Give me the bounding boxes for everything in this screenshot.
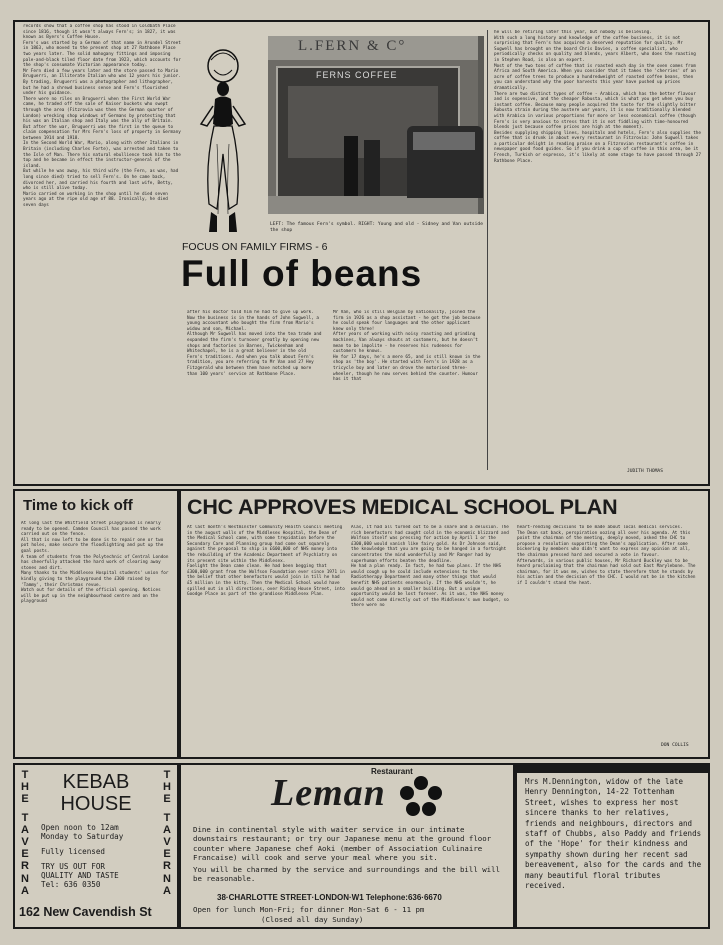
kickoff-body: At long last the Whitfield Street playground is nearly ready to be opened. Camden Council has passed the work carried out on the fence. All that is now left to be done is to repair one or two pot holes, make secure the floodlighting and put up the goal posts. A team of students from the Polytechnic of Central London has cheerfully attacked the hard work of clearing away stones and dirt. Many thanks to the Middlesex Hospital students' union for kindly giving to the playground the £300 raised by 'Tammy', their Christmas revue. Watch out for details of the official opening. Notices will be put up in the neighbourhood centre and on the playground (21, 521, 169, 605)
feature-column-3: Mr Van, who is still Belgian by nationality, joined the firm in 1926 as a shop assistant - he got the job because he could speak four languages and the other applicant knew only three! After years of working with noisy roasting and grinding machines, Van always shouts at customers, but he doesn't mean to be impolite - he reserves his rudeness for customers he knows. He for 17 days, he's a mere 65, and is still known in the shop as 'the boy'. He started with Fern's in 1928 as a tricycle boy and later on drove the motorised three-wheeler, though he now serves behind the counter. Humour has it that (333, 310, 481, 383)
kebab-title-line-1: KEBAB (62, 771, 130, 793)
feature-column-2: after his doctor told him he had to give up work. Now the business is in the hands of John Sugwell, a young accountant who bought the firm from Mario's widow and son, Michael. Although Mr Sugwell has moved into the tea trade and expanded the firm's turnover greatly by opening new shops and factories in Barnes, Twickenham and Whitechapel, he is a great believer in the old Fern's traditions. And when you talk about Fern's tradition, you are referring to Mr Van and 27 Hey Fitzgerald who between them have notched up more than 100 years' service at Rathbone Place. (187, 310, 322, 377)
flower-logo-icon (399, 775, 443, 819)
feature-headline: Full of beans (181, 253, 423, 294)
leman-logo-name: Leman (271, 772, 386, 814)
kebab-hours-1: Open noon to 12am (41, 823, 119, 832)
feature-byline: JUDITH THOMAS (627, 469, 663, 474)
leman-restaurant-ad (179, 763, 515, 929)
feature-column-1: records show that a coffee shop has stood in Coldbath Place since 1816, though it wasn't always Fern's; in 1827, it was known as Byers's Coffee House. Fern's was started by a German of that name in Arundel Street in 1863, who moved to the present shop at 27 Rathbone Place two years later. The solid mahogany fittings and imposing pale-and-black tiled floor date from 1923, which accounts for the shop's consumate Victorian appearance today. Mr Fern died a few years later and the store passed to Mario Bruguerri, an Illiterate Italian who was 12 years his junior. By trading, Bruguerri was a photographer and lithographer, but he had a shrewd business sense and Fern's flourished under his guidance. There were no riles on Bruguerri when the First World War came, he traded off the sale of Kaiser buckets who swept through the area (Fitzrovia was then the German quarter of London) wrecking shop windows of Germans by protesting that his was an Italian shop and Italy was the ally of Britain. But after the war, Bruguerri was the first in the queue to claim compensation for Mrs Fern's loss of property in Germany between 1914 and 1918. In the Second World War, Mario, along with other Italians in Britain (including Charles Forte), was arrested and taken to the Isle of Man. There his natural ebullience took him to the top and he became in effect the instructor-general of the island. But while he was away, his third wife (the Fern, as was, had long since died) tried to sell Fern's. On he came back, divorced her, and carried his fourth and last wife, Betty, who is still alive today. Mario carried on working in the shop until he died seven years ago at the ripe old age of 88. Ironically, he died seven days (23, 24, 181, 208)
feature-article (13, 20, 710, 486)
kebab-house-ad (13, 763, 179, 929)
shop-window-sign: FERNS COFFEE (316, 70, 398, 80)
notice-text: Mrs M.Dennington, widow of the late Henry Dennington, 14-22 Tottenham Street, wishes to express her most sincere thanks to her relatives, friends and neighbours, directors and staff of Chubbs, also Paddy and friends of the 'Hope' for their kindness and sympathy shown during her recent sad bereavement, also for the cards and the many beautiful floral tributes received. (525, 777, 702, 891)
kickoff-article (13, 489, 179, 759)
kebab-address: 162 New Cavendish St (19, 905, 152, 919)
feature-kicker: FOCUS ON FAMILY FIRMS - 6 (182, 241, 328, 253)
leman-service-note: You will be charmed by the service and surroundings and the bill will be reasonable. (193, 865, 501, 884)
leman-description: Dine in continental style with waiter service in our intimate downstairs restaurant; or try our Japanese menu at the ground floor counter where Japanese chef Aoki (member of Association Culinaire Francaise) will cook and serve your meal where you sit. (193, 825, 492, 863)
ferns-figure-icon (187, 44, 257, 240)
kebab-try-us: TRY US OUT FOR (41, 862, 106, 871)
chc-column-2: Alas, it had all turned out to be a snare and a delusion. The rich benefactors had caught cold in the economic blizzard and Wolfson itself was pressing for action by April 1 or the £300,000 would vanish like fairy gold. As Dr Johnson said, the knowledge that you are going to be hanged in a fortnight concentrates the mind wonderfully and Mr Ranger had by superhuman efforts beaten the deadline. He had a plan ready. In fact, he had two plans. If the NHS would cough up he could include extensions to the Radiotherapy Department and many other things that would benefit NHS patients enormously. If the NHS wouldn't, he would go ahead on a smaller building. But a unique opportunity would be lost forever. As it was, the NHS money would not come directly out of the Middlesex's own budget, so there were no (351, 525, 509, 609)
kebab-phone: Tel: 636 0350 (41, 880, 101, 889)
chc-byline: DON COLLIS (661, 743, 689, 748)
kebab-licensed: Fully licensed (41, 847, 106, 856)
chc-article (179, 489, 710, 759)
chc-headline: CHC APPROVES MEDICAL SCHOOL PLAN (187, 495, 618, 519)
chc-column-3: heart-rending decisions to be made about local medical services. The Dean sat back, perspiration oozing all over his agenda. At this point the chairman of the meeting, deeply moved, asked the CHC to propose a resolution supporting the Dean's application. After some bickering by members who didn't want to express any opinion at all, the chairman pressed hard and secured a vote in favour. Afterwards, in various public houses, Mr Richard Buckley was to be heard proclaiming that the chairman had sold out East Marylebone. The chairman, for it was me, wishes to state therefore that he stands by his action and the decision of the CHC. I would not be in the kitchen if I couldn't stand the heat. (517, 525, 696, 586)
taverna-left-letters: T H E T A V E R N A (21, 769, 29, 897)
bereavement-notice (515, 763, 710, 929)
kickoff-headline: Time to kick off (23, 497, 133, 514)
ferns-symbol-illustration (187, 44, 257, 240)
leman-restaurant-label: Restaurant (371, 767, 413, 776)
taverna-right-letters: T H E T A V E R N A (163, 769, 171, 897)
feature-column-4: he will be retiring later this year, but nobody is believing. With such a long history and knowledge of the coffee business, it is not surprising that Fern's has acquired a deserved reputation for quality. Mr Sugwell has brought on the board Chris Davies, a coffee specialist, who periodically checks on quality and blends, years Albert, who does the roasting in Stephen Road, is also an expert. Most of the two tons of coffee that is roasted each day in the oven comes from Africa and South America. When you consider that it takes the 'cherries' of an acre of coffee trees to produce a hundredweight of roasted coffee beans, then you can understand why the poor harvests this year have pushed up prices dramatically. There are two distinct types of coffee - Arabica, which has the better flavour and is expensive, and the cheaper Robusta, which is what you get when you buy instant coffee. Because many people acquired the taste for the slightly bitter Robusta strain during the austere war years, it is now traditionally blended with Arabica in various proportions for more or less economical coffee (though Fern's is very anxious to stress that it is not fiddling with time-honoured blends just because coffee prices are high at the moment). Besides supplying shipping lines, hospitals and hotels, Fern's also supplies the coffee that is drunk in about every restaurant in Fitzrovia: John Sugwell takes a particular delight in reading praise on a Fitzrovian restaurant's coffee in newspaper good food guides. So if you drink a cup of coffee in this area, be it French, Turkish or espresso, it's likely at some stage to have passed through 27 Rathbone Place. (494, 30, 701, 164)
leman-address: 38·CHARLOTTE STREET·LONDON·W1 Telephone:636·6670 (217, 893, 442, 902)
kebab-title-line-2: HOUSE (60, 793, 132, 815)
notice-black-border (517, 765, 708, 773)
kebab-quality: QUALITY AND TASTE (41, 871, 119, 880)
shop-fascia-sign: L.FERN & C° (298, 38, 407, 54)
leman-hours: Open for lunch Mon-Fri; for dinner Mon-Sat 6 - 11 pm (193, 905, 425, 914)
photo-caption: LEFT: The famous Fern's symbol. RIGHT: Young and old - Sidney and Van outside the shop (270, 222, 483, 233)
leman-closed-note: (Closed all day Sunday) (261, 915, 364, 924)
kebab-hours-2: Monday to Saturday (41, 832, 124, 841)
chc-column-1: At last month's Westminster Community Health Council meeting in the august walls of the Middlesex Hospital, the Dean of the Medical School came, with some trepidation before the Secondary Care and Planning group had come out squarely against the proposal to ship in £600,000 of NHS money into the rebuilding of the Academic Department of Psychiatry on its present site within the Middlesex. Faelight the Dean came clean. He had been begging that £300,000 grant from the Wolfson Foundation ever since 1971 in the belief that other benefactors would join in till he had £5 million in the kitty. Then the Medical School would have spilled out in all directions, over Riding House Street, into Goodge Place as part of the grandiose Middlesex Plan. (187, 525, 345, 598)
